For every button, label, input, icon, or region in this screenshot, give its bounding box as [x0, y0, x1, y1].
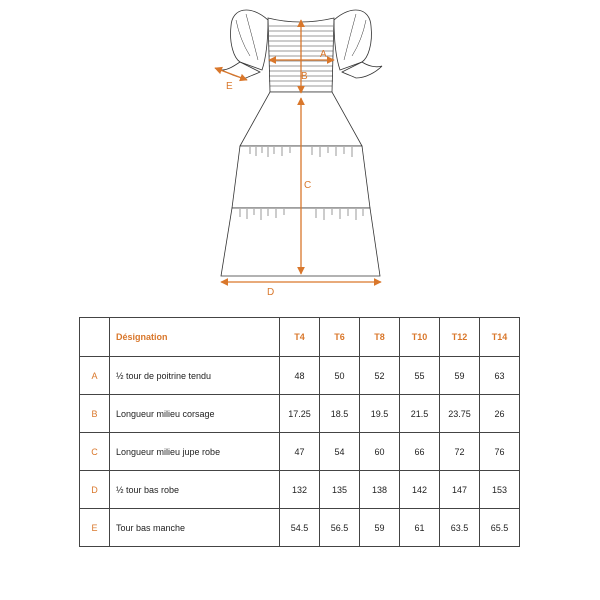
cell-value: 23.75 [440, 395, 480, 433]
cell-value: 60 [360, 433, 400, 471]
table-row [80, 395, 520, 433]
cell-value: 52 [360, 357, 400, 395]
cell-value: 132 [280, 471, 320, 509]
label-e: E [226, 81, 233, 92]
cell-value: 21.5 [400, 395, 440, 433]
cell-value: 55 [400, 357, 440, 395]
size-chart-table [79, 317, 520, 547]
cell-value: 17.25 [280, 395, 320, 433]
cell-value: 59 [360, 509, 400, 547]
cell-value: 147 [440, 471, 480, 509]
cell-value: 76 [480, 433, 520, 471]
cell-value: 66 [400, 433, 440, 471]
cell-value: 61 [400, 509, 440, 547]
arrow-e [215, 68, 247, 80]
header-size-t14: T14 [480, 318, 520, 357]
row-letter: E [80, 509, 110, 547]
row-designation: Longueur milieu corsage [110, 395, 280, 433]
cell-value: 63 [480, 357, 520, 395]
cell-value: 26 [480, 395, 520, 433]
table-row [80, 433, 520, 471]
label-a: A [320, 49, 327, 60]
row-designation: Longueur milieu jupe robe [110, 433, 280, 471]
cell-value: 72 [440, 433, 480, 471]
row-letter: B [80, 395, 110, 433]
header-size-t6: T6 [320, 318, 360, 357]
row-letter: A [80, 357, 110, 395]
cell-value: 59 [440, 357, 480, 395]
cell-value: 47 [280, 433, 320, 471]
cell-value: 65.5 [480, 509, 520, 547]
right-sleeve [334, 10, 371, 70]
cell-value: 63.5 [440, 509, 480, 547]
row-designation: Tour bas manche [110, 509, 280, 547]
cell-value: 48 [280, 357, 320, 395]
row-designation: ½ tour de poitrine tendu [110, 357, 280, 395]
row-letter: D [80, 471, 110, 509]
label-c: C [304, 180, 312, 191]
header-size-t4: T4 [280, 318, 320, 357]
header-letter-cell [80, 318, 110, 357]
cell-value: 18.5 [320, 395, 360, 433]
label-b: B [301, 71, 308, 82]
cell-value: 19.5 [360, 395, 400, 433]
table-row [80, 509, 520, 547]
cell-value: 54 [320, 433, 360, 471]
label-d: D [267, 287, 275, 298]
cell-value: 50 [320, 357, 360, 395]
table-header-row [80, 318, 520, 357]
cell-value: 153 [480, 471, 520, 509]
cell-value: 56.5 [320, 509, 360, 547]
table-row [80, 357, 520, 395]
cell-value: 142 [400, 471, 440, 509]
header-size-t10: T10 [400, 318, 440, 357]
header-designation: Désignation [110, 318, 280, 357]
header-size-t8: T8 [360, 318, 400, 357]
header-size-t12: T12 [440, 318, 480, 357]
cell-value: 138 [360, 471, 400, 509]
row-designation: ½ tour bas robe [110, 471, 280, 509]
table-row [80, 471, 520, 509]
cell-value: 135 [320, 471, 360, 509]
left-sleeve [231, 10, 268, 70]
row-letter: C [80, 433, 110, 471]
cell-value: 54.5 [280, 509, 320, 547]
